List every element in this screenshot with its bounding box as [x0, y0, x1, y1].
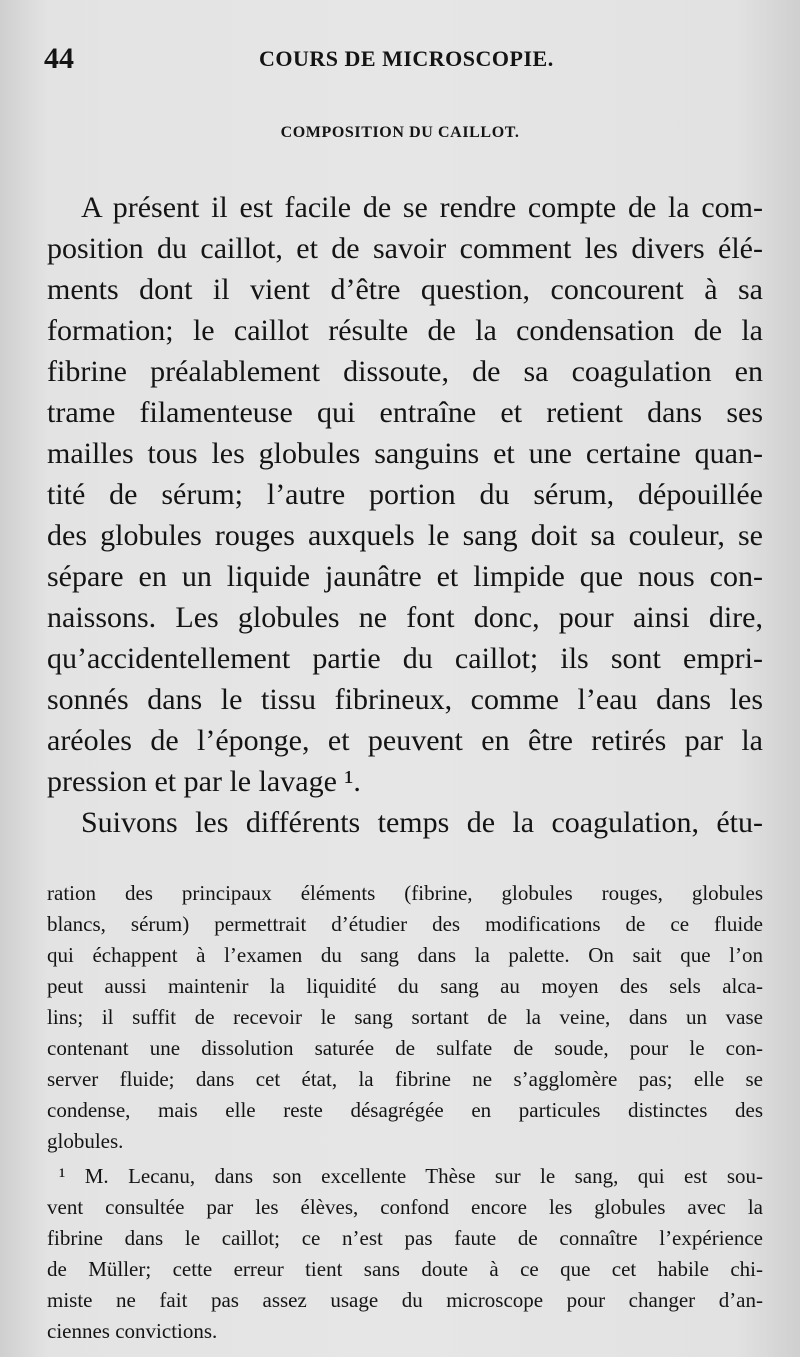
body-line: sépare en un liquide jaunâtre et limpide que nous con-: [47, 560, 763, 593]
body-line: fibrine préalablement dissoute, de sa coagulation en: [47, 355, 763, 388]
note-line: blancs, sérum) permettrait d’étudier des modifications de ce fluide: [47, 912, 763, 936]
body-line: pression et par le lavage ¹.: [47, 765, 361, 798]
note-line: condense, mais elle reste désagrégée en particules distinctes des: [47, 1098, 763, 1122]
footnote-line: ¹ M. Lecanu, dans son excellente Thèse sur le sang, qui est sou-: [59, 1164, 763, 1188]
body-line: tité de sérum; l’autre portion du sérum, dépouillée: [47, 478, 763, 511]
body-line: naissons. Les globules ne font donc, pour ainsi dire,: [47, 601, 763, 634]
body-line: des globules rouges auxquels le sang doit sa couleur, se: [47, 519, 763, 552]
footnote-line: vent consultée par les élèves, confond encore les globules avec la: [47, 1195, 763, 1219]
body-line: aréoles de l’éponge, et peuvent en être retirés par la: [47, 724, 763, 757]
body-line: formation; le caillot résulte de la condensation de la: [47, 314, 763, 347]
section-title: COMPOSITION DU CAILLOT.: [280, 124, 520, 141]
page-header: [44, 42, 764, 78]
note-line: contenant une dissolution saturée de sulfate de soude, pour le con-: [47, 1036, 763, 1060]
note-line: ration des principaux éléments (fibrine, globules rouges, globules: [47, 881, 763, 905]
note-line: globules.: [47, 1129, 124, 1153]
body-line: position du caillot, et de savoir comment les divers élé-: [47, 232, 763, 265]
body-line: mailles tous les globules sanguins et une certaine quan-: [47, 437, 763, 470]
note-line: lins; il suffit de recevoir le sang sortant de la veine, dans un vase: [47, 1005, 763, 1029]
footnote-line: ciennes convictions.: [47, 1319, 218, 1343]
body-line: trame filamenteuse qui entraîne et retient dans ses: [47, 396, 763, 429]
footnote-line: fibrine dans le caillot; ce n’est pas faute de connaître l’expérience: [47, 1226, 763, 1250]
footnote-line: miste ne fait pas assez usage du microscope pour changer d’an-: [47, 1288, 763, 1312]
note-line: peut aussi maintenir la liquidité du sang au moyen des sels alca-: [47, 974, 763, 998]
body-line: Suivons les différents temps de la coagulation, étu-: [81, 806, 763, 839]
body-line: A présent il est facile de se rendre compte de la com-: [81, 191, 763, 224]
note-line: server fluide; dans cet état, la fibrine ne s’agglomère pas; elle se: [47, 1067, 763, 1091]
footnote-line: de Müller; cette erreur tient sans doute à ce que cet habile chi-: [47, 1257, 763, 1281]
body-line: qu’accidentellement partie du caillot; ils sont empri-: [47, 642, 763, 675]
running-head: COURS DE MICROSCOPIE.: [259, 46, 554, 71]
body-line: ments dont il vient d’être question, concourent à sa: [47, 273, 763, 306]
body-line: sonnés dans le tissu fibrineux, comme l’eau dans les: [47, 683, 763, 716]
page-number: 44: [44, 42, 74, 75]
note-line: qui échappent à l’examen du sang dans la palette. On sait que l’on: [47, 943, 763, 967]
